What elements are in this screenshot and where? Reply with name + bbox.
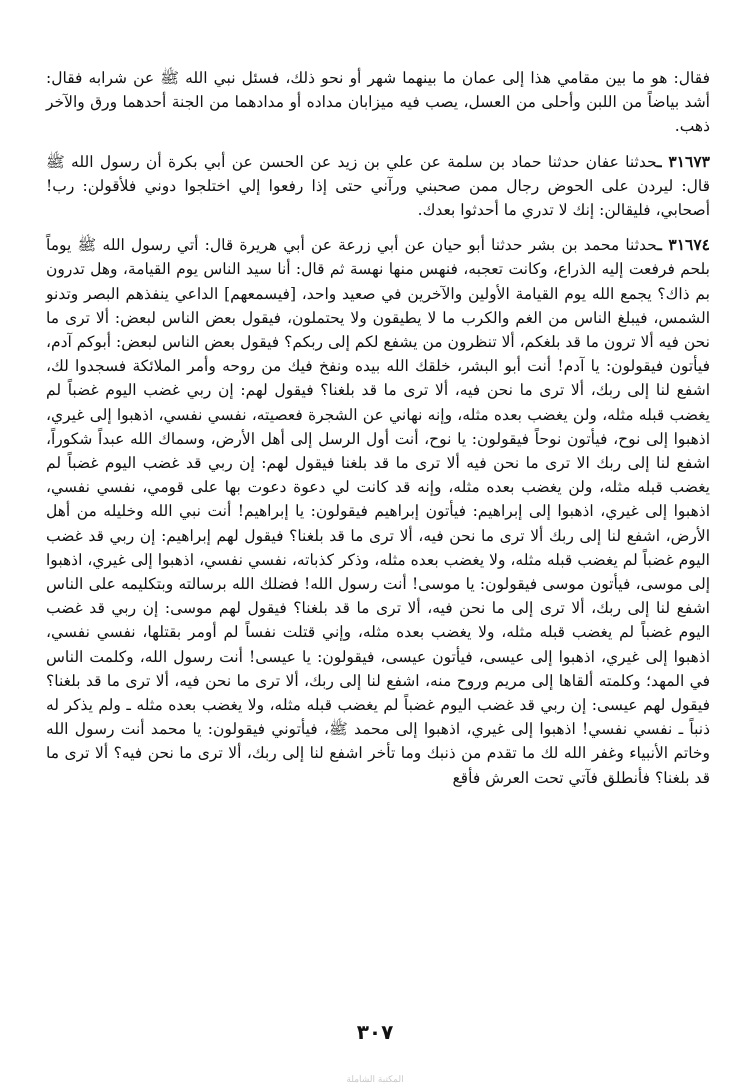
footer-watermark: المكتبة الشاملة [346,1075,404,1085]
hadith-31674 [46,233,710,790]
paragraph-text: حدثنا عفان حدثنا حماد بن سلمة عن علي بن زيد عن الحسن عن أبي بكرة أن رسول الله ﷺ قال: ليردن على الحوض رجال ممن صحبني ورآني حتى إذا رفعوا إلي اختلجوا دوني فلأقولن: رب! أصحابي، فليقالن: إنك لا تدري ما أحدثوا بعدك. [46,152,710,220]
page-body [46,66,710,790]
page-number: ٣٠٧ [356,1020,394,1044]
paragraph-text: حدثنا محمد بن بشر حدثنا أبو حيان عن أبي زرعة عن أبي هريرة قال: أتي رسول الله ﷺ يوماً بلحم فرفعت إليه الذراع، وكانت تعجبه، فنهس منها نهسة ثم قال: أنا سيد الناس يوم القيامة، وهل تدرون بم ذاك؟ يجمع الله يوم القيامة الأولين والآخرين في صعيد واحد، [فيسمعهم] الداعي ينفذهم البصر وتدنو الشمس، فيبلغ الناس من الغم والكرب ما لا يطيقون ولا يحتملون، فيقول بعض الناس لبعض: ألا ترى ما نحن فيه ألا ترون ما قد بلغكم، ألا تنظرون من يشفع لكم إلى ربكم؟ فيقول بعض الناس لبعض: أبوكم آدم، فيأتون فيقولون: يا آدم! أنت أبو البشر، خلقك الله بيده ونفخ فيك من روحه وأمر الملائكة فسجدوا لك، اشفع لنا إلى ربك، ألا ترى ما نحن فيه، ألا ترى ما قد بلغنا؟ فيقول لهم: إن ربي غضب اليوم غضباً لم يغضب قبله مثله، ولن يغضب بعده مثله، وإنه نهاني عن الشجرة فعصيته، نفسي نفسي، اذهبوا إلى غيري، اذهبوا إلى نوح، فيأتون نوحاً فيقولون: يا نوح، أنت أول الرسل إلى أهل الأرض، وسماك الله عبداً شكوراً، اشفع لنا إلى ربك الا ترى ما نحن فيه ألا ترى ما قد بلغنا فيقول لهم: إن ربي قد غضب اليوم غضباً لم يغضب قبله مثله، ولن يغضب بعده مثله، وإنه قد كانت لي دعوة دعوت بها على قومي، نفسي نفسي، اذهبوا إلى غيري، اذهبوا إلى إبراهيم: فيأتون إبراهيم فيقولون: يا إبراهيم! أنت نبي الله وخليله من أهل الأرض، اشفع لنا إلى ربك ألا ترى ما نحن فيه، ألا ترى ما قد بلغنا؟ فيقول لهم إبراهيم: إن ربي قد غضب اليوم غضباً لم يغضب قبله مثله، ولا يغضب بعده مثله، وذكر كذباته، نفسي نفسي، اذهبوا إلى غيري، اذهبوا إلى موسى، فيأتون موسى فيقولون: يا موسى! أنت رسول الله! فضلك الله برسالته وبتكليمه على الناس اشفع لنا إلى ربك، ألا ترى إلى ما نحن فيه، ألا ترى ما قد بلغنا؟ فيقول لهم موسى: إن ربي قد غضب اليوم غضباً لم يغضب قبله مثله، ولا يغضب بعده مثله، وإني قتلت نفساً لم أومر بقتلها، نفسي نفسي، اذهبوا إلى غيري، اذهبوا إلى عيسى، فيأتون عيسى، فيقولون: يا عيسى! أنت رسول الله، وكلمت الناس في المهد؛ وكلمته ألقاها إلى مريم وروح منه، اشفع لنا إلى ربك، ألا ترى ما نحن فيه، ألا ترى ما قد بلغنا؟ فيقول لهم عيسى: إن ربي قد غضب اليوم غضباً لم يغضب قبله مثله، ولا يغضب بعده مثله ـ ولم يذكر له ذنباً ـ نفسي نفسي! اذهبوا إلى غيري، اذهبوا إلى محمد ﷺ، فيأتوني فيقولون: يا محمد أنت رسول الله وخاتم الأنبياء وغفر الله لك ما تقدم من ذنبك وما تأخر اشفع لنا إلى ربك، ألا ترى ما نحن فيه؟ ألا ترى ما قد بلغنا؟ فأنطلق فآتي تحت العرش فأقع [46,236,710,787]
paragraph-continuation [46,66,710,139]
hadith-number: ٣١٦٧٣ ـ [657,151,710,171]
hadith-number: ٣١٦٧٤ ـ [657,235,711,255]
paragraph-text: فقال: هو ما بين مقامي هذا إلى عمان ما بينهما شهر أو نحو ذلك، فسئل نبي الله ﷺ عن شرابه فقال: أشد بياضاً من اللبن وأحلى من العسل، يصب فيه ميزابان مداده أو مدادهما من الجنة أحدهما ورق والآخر ذهب. [46,69,710,136]
hadith-31673 [46,150,710,223]
